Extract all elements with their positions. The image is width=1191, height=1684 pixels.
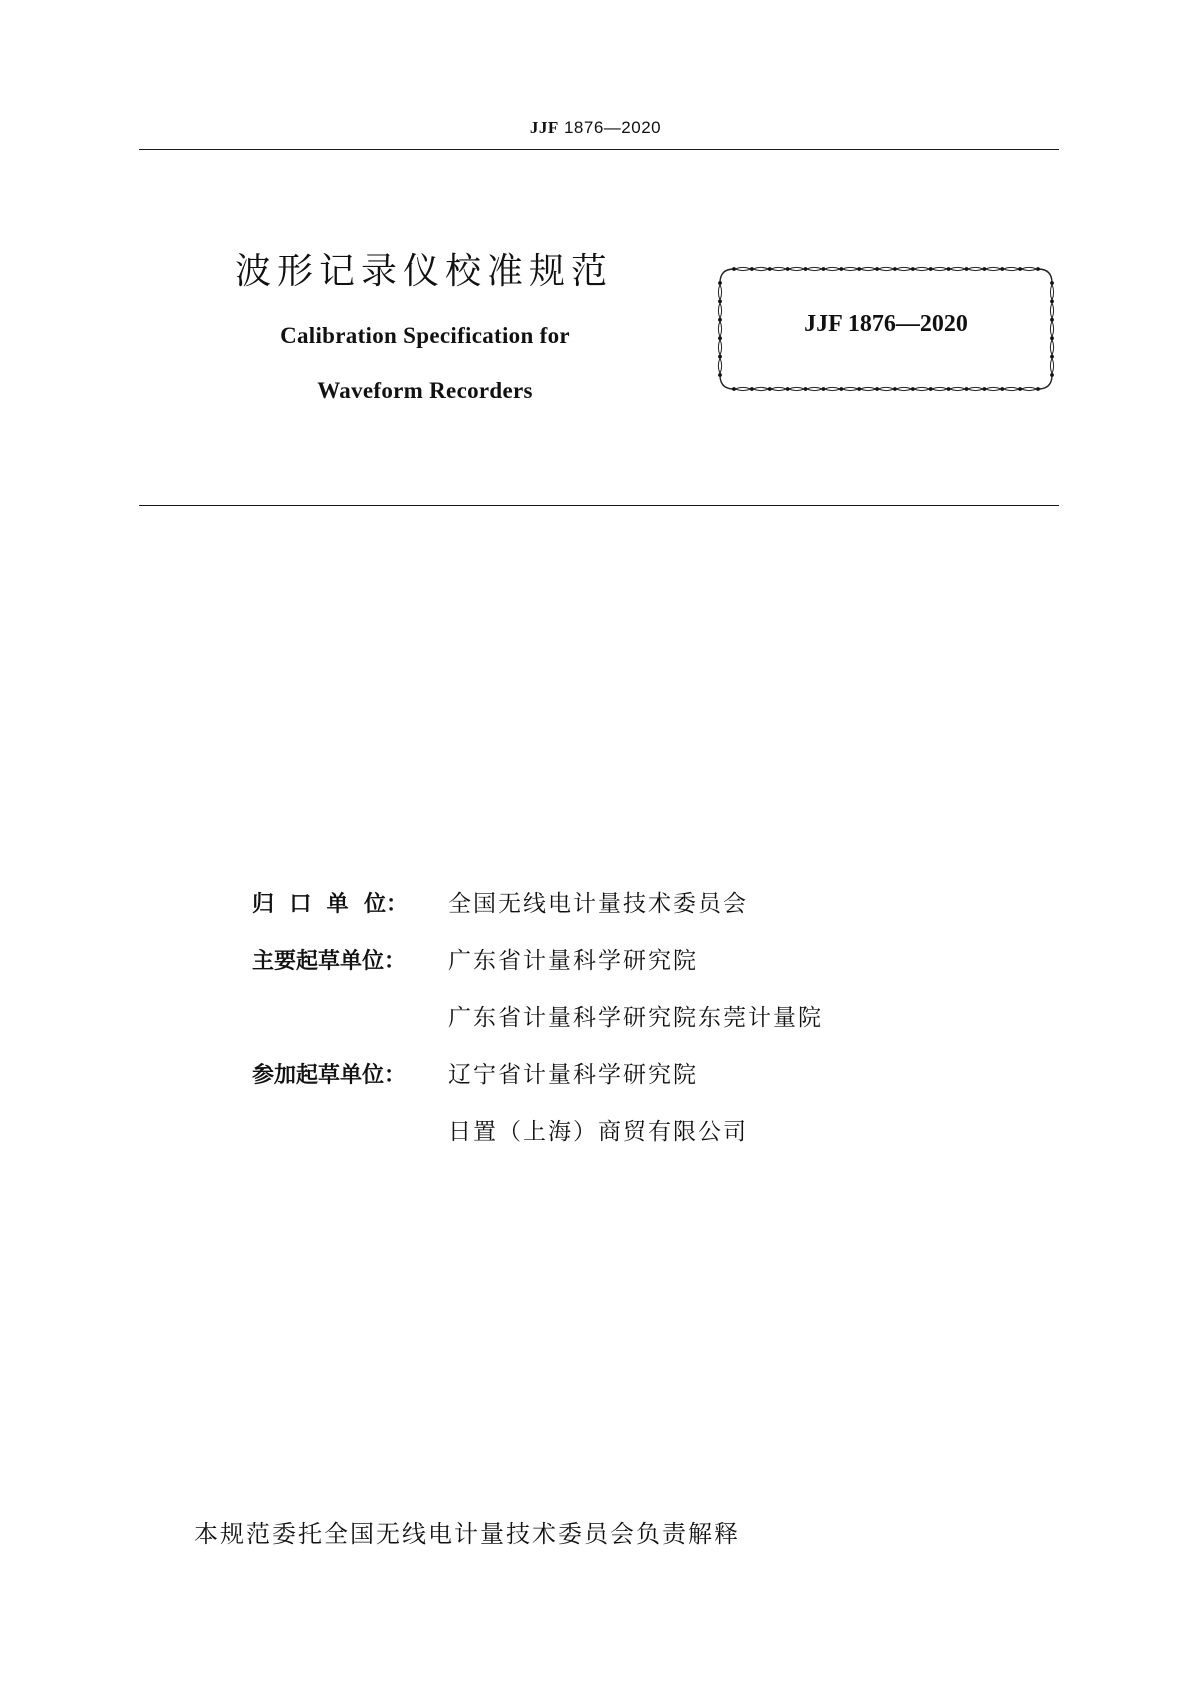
- border-dot: [822, 387, 826, 391]
- participating-drafting-value-2: 日置（上海）商贸有限公司: [448, 1119, 748, 1145]
- main-drafting-row-2: [252, 999, 823, 1056]
- border-dot: [822, 267, 826, 271]
- border-dot: [929, 387, 933, 391]
- organization-block: [252, 885, 823, 1170]
- border-dot: [718, 355, 722, 359]
- border-dot: [804, 387, 808, 391]
- border-corner: [1038, 269, 1052, 283]
- participating-drafting-row-2: [252, 1113, 823, 1170]
- title-english-line2: Waveform Recorders: [317, 378, 533, 403]
- border-link: [914, 267, 929, 270]
- border-dot: [1018, 387, 1022, 391]
- section-rule: [139, 505, 1059, 506]
- border-link: [986, 387, 1001, 390]
- border-dot: [786, 267, 790, 271]
- participating-drafting-value-1: 辽宁省计量科学研究院: [448, 1062, 698, 1088]
- border-dot: [911, 387, 915, 391]
- header-rule: [139, 149, 1059, 150]
- border-dot: [732, 387, 736, 391]
- border-link: [914, 387, 929, 390]
- border-link: [753, 387, 768, 390]
- border-link: [860, 267, 875, 270]
- title-english-line1: Calibration Specification for: [280, 323, 570, 348]
- border-link: [789, 267, 804, 270]
- code-box-text: JJF 1876—2020: [804, 311, 968, 337]
- border-dot: [965, 267, 969, 271]
- border-dot: [839, 387, 843, 391]
- border-dot: [947, 267, 951, 271]
- header-code-prefix: JJF: [529, 118, 559, 137]
- border-link: [1003, 267, 1018, 270]
- border-dot: [1036, 267, 1040, 271]
- code-box: [716, 265, 1056, 393]
- border-dot: [893, 387, 897, 391]
- border-dot: [718, 300, 722, 304]
- responsible-unit-row: [252, 885, 823, 942]
- border-link: [932, 267, 947, 270]
- border-link: [860, 387, 875, 390]
- border-dot: [768, 387, 772, 391]
- responsible-unit-label: 归 口 单 位：: [252, 892, 408, 917]
- border-link: [1050, 339, 1053, 355]
- main-drafting-label: 主要起草单位：: [252, 949, 407, 974]
- border-link: [789, 387, 804, 390]
- border-link: [825, 267, 840, 270]
- border-link: [932, 387, 947, 390]
- border-link: [718, 284, 721, 300]
- border-dot: [1050, 373, 1054, 377]
- border-dot: [911, 267, 915, 271]
- border-link: [968, 267, 983, 270]
- border-dot: [718, 373, 722, 377]
- border-dot: [1000, 387, 1004, 391]
- border-link: [968, 387, 983, 390]
- border-dot: [893, 267, 897, 271]
- border-link: [807, 267, 822, 270]
- border-dot: [1050, 300, 1054, 304]
- border-dot: [768, 267, 772, 271]
- border-dot: [857, 387, 861, 391]
- border-link: [753, 267, 768, 270]
- border-link: [950, 267, 965, 270]
- main-drafting-value-2: 广东省计量科学研究院东莞计量院: [448, 1005, 823, 1031]
- border-link: [735, 267, 750, 270]
- border-link: [718, 358, 721, 374]
- border-link: [1021, 267, 1036, 270]
- border-corner: [720, 375, 734, 389]
- participating-drafting-label: 参加起草单位：: [252, 1063, 407, 1088]
- border-link: [735, 387, 750, 390]
- border-dot: [982, 387, 986, 391]
- border-dot: [718, 281, 722, 285]
- border-link: [843, 267, 858, 270]
- border-dot: [732, 267, 736, 271]
- main-drafting-value-1: 广东省计量科学研究院: [448, 948, 698, 974]
- header-code-number: 1876—2020: [558, 118, 662, 137]
- border-dot: [1050, 355, 1054, 359]
- border-link: [950, 387, 965, 390]
- border-dot: [804, 267, 808, 271]
- border-dot: [1000, 267, 1004, 271]
- border-link: [878, 387, 893, 390]
- border-dot: [750, 387, 754, 391]
- border-dot: [875, 267, 879, 271]
- border-dot: [875, 387, 879, 391]
- border-dot: [839, 267, 843, 271]
- border-link: [771, 267, 786, 270]
- border-dot: [857, 267, 861, 271]
- main-drafting-row: [252, 942, 823, 999]
- border-dot: [947, 387, 951, 391]
- border-link: [878, 267, 893, 270]
- interpretation-note: 本规范委托全国无线电计量技术委员会负责解释: [194, 1520, 740, 1548]
- border-corner: [1038, 375, 1052, 389]
- border-link: [1003, 387, 1018, 390]
- border-dot: [1018, 267, 1022, 271]
- border-dot: [965, 387, 969, 391]
- border-link: [896, 267, 911, 270]
- document-header-code: [0, 118, 1191, 138]
- border-link: [986, 267, 1001, 270]
- border-link: [1050, 284, 1053, 300]
- border-link: [807, 387, 822, 390]
- border-corner: [720, 269, 734, 283]
- border-dot: [750, 267, 754, 271]
- participating-drafting-row: [252, 1056, 823, 1113]
- border-dot: [982, 267, 986, 271]
- border-link: [1050, 358, 1053, 374]
- responsible-unit-value: 全国无线电计量技术委员会: [448, 891, 748, 917]
- border-link: [896, 387, 911, 390]
- title-chinese: 波形记录仪校准规范: [235, 251, 614, 292]
- border-link: [1021, 387, 1036, 390]
- border-link: [843, 387, 858, 390]
- border-dot: [1050, 281, 1054, 285]
- border-dot: [929, 267, 933, 271]
- border-link: [771, 387, 786, 390]
- border-link: [825, 387, 840, 390]
- border-dot: [1036, 387, 1040, 391]
- border-link: [718, 339, 721, 355]
- border-dot: [786, 387, 790, 391]
